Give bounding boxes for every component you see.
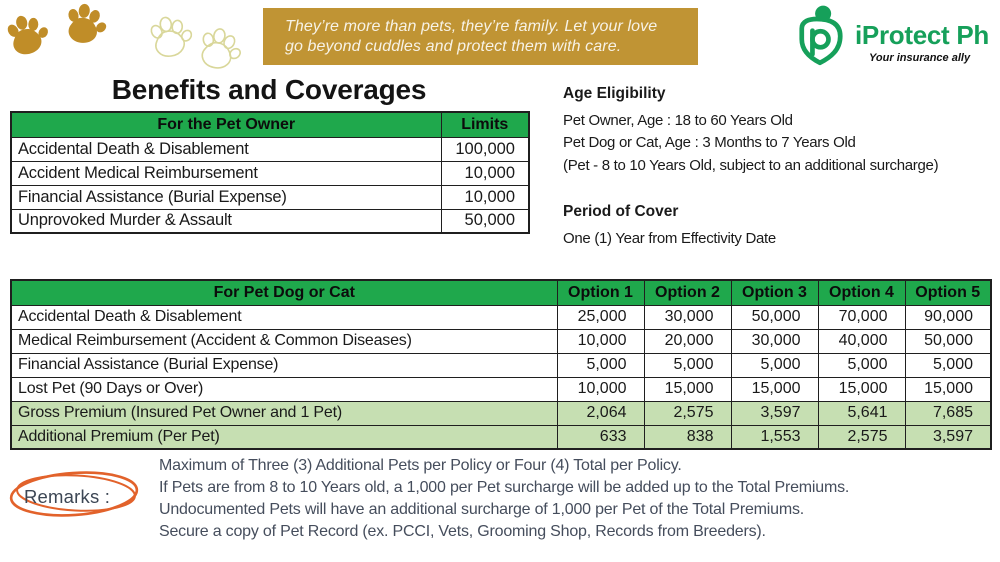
option-value: 50,000 — [905, 329, 991, 353]
option-value: 15,000 — [731, 377, 818, 401]
premium-value: 1,553 — [731, 425, 818, 449]
pet-benefits-table — [10, 279, 992, 450]
table-row — [11, 329, 991, 353]
option-2-header: Option 2 — [644, 280, 731, 305]
limits-header: Limits — [441, 112, 529, 137]
period-of-cover-line: One (1) Year from Effectivity Date — [563, 229, 776, 247]
premium-value: 7,685 — [905, 401, 991, 425]
benefit-label: Unprovoked Murder & Assault — [11, 209, 441, 233]
option-value: 30,000 — [644, 305, 731, 329]
solid-paw-icon — [63, 2, 111, 47]
period-of-cover-section — [563, 203, 993, 250]
remarks-label: Remarks : — [24, 486, 111, 507]
remark-line: Undocumented Pets will have an additional surcharge of 1,000 per Pet of the Total Premiums. — [159, 501, 804, 518]
option-value: 10,000 — [557, 329, 644, 353]
option-value: 10,000 — [557, 377, 644, 401]
option-value: 5,000 — [818, 353, 905, 377]
option-value: 90,000 — [905, 305, 991, 329]
premium-value: 633 — [557, 425, 644, 449]
option-value: 25,000 — [557, 305, 644, 329]
owner-table-header-row — [11, 112, 529, 137]
premium-value: 838 — [644, 425, 731, 449]
gross-premium-row — [11, 401, 991, 425]
premium-value: 2,064 — [557, 401, 644, 425]
table-row — [11, 185, 529, 209]
paw-prints-icon — [0, 0, 260, 78]
benefit-label: Accident Medical Reimbursement — [11, 161, 441, 185]
option-value: 15,000 — [818, 377, 905, 401]
remark-line: Secure a copy of Pet Record (ex. PCCI, Vets, Grooming Shop, Records from Breeders). — [159, 523, 766, 540]
benefit-label: Financial Assistance (Burial Expense) — [11, 185, 441, 209]
benefit-limit: 10,000 — [441, 185, 529, 209]
quote-line-2: go beyond cuddles and protect them with care. — [285, 38, 622, 55]
premium-value: 5,641 — [818, 401, 905, 425]
period-of-cover-heading: Period of Cover — [563, 202, 679, 220]
option-value: 5,000 — [557, 353, 644, 377]
solid-paw-icon — [4, 11, 54, 58]
option-value: 5,000 — [731, 353, 818, 377]
premium-value: 3,597 — [731, 401, 818, 425]
option-value: 50,000 — [731, 305, 818, 329]
remarks-section — [159, 455, 979, 543]
option-5-header: Option 5 — [905, 280, 991, 305]
eligibility-info — [563, 85, 993, 250]
option-value: 15,000 — [905, 377, 991, 401]
outline-paw-icon — [196, 26, 246, 73]
benefit-limit: 100,000 — [441, 137, 529, 161]
premium-value: 2,575 — [818, 425, 905, 449]
remark-line: Maximum of Three (3) Additional Pets per Policy or Four (4) Total per Policy. — [159, 457, 682, 474]
table-row — [11, 161, 529, 185]
quote-line-1: They’re more than pets, they’re family. Let your love — [285, 18, 658, 35]
benefit-label: Lost Pet (90 Days or Over) — [11, 377, 557, 401]
owner-benefits-table — [10, 111, 530, 234]
option-1-header: Option 1 — [557, 280, 644, 305]
age-eligibility-heading: Age Eligibility — [563, 85, 666, 102]
premium-label: Additional Premium (Per Pet) — [11, 425, 557, 449]
option-4-header: Option 4 — [818, 280, 905, 305]
pet-table-header: For Pet Dog or Cat — [11, 280, 557, 305]
age-eligibility-line: Pet Dog or Cat, Age : 3 Months to 7 Years Old — [563, 134, 856, 152]
benefit-label: Financial Assistance (Burial Expense) — [11, 353, 557, 377]
owner-table-header: For the Pet Owner — [11, 112, 441, 137]
brand-logo — [792, 4, 989, 66]
table-row — [11, 209, 529, 233]
benefit-label: Accidental Death & Disablement — [11, 305, 557, 329]
iprotect-logo-icon — [792, 4, 850, 66]
brand-name: iProtect Ph — [855, 20, 989, 50]
table-row — [11, 353, 991, 377]
outline-paw-icon — [148, 14, 196, 59]
age-eligibility-line: (Pet - 8 to 10 Years Old, subject to an additional surcharge) — [563, 156, 939, 174]
table-row — [11, 305, 991, 329]
benefit-limit: 10,000 — [441, 161, 529, 185]
option-value: 70,000 — [818, 305, 905, 329]
table-row — [11, 137, 529, 161]
benefit-limit: 50,000 — [441, 209, 529, 233]
option-value: 5,000 — [644, 353, 731, 377]
option-value: 5,000 — [905, 353, 991, 377]
premium-label: Gross Premium (Insured Pet Owner and 1 Pet) — [11, 401, 557, 425]
pet-table-header-row — [11, 280, 991, 305]
option-value: 15,000 — [644, 377, 731, 401]
remark-line: If Pets are from 8 to 10 Years old, a 1,000 per Pet surcharge will be added up to the Total Premiums. — [159, 479, 850, 496]
table-row — [11, 377, 991, 401]
page-title: Benefits and Coverages — [111, 74, 427, 105]
additional-premium-row — [11, 425, 991, 449]
brand-tagline: Your insurance ally — [869, 52, 971, 64]
quote-banner — [263, 8, 698, 65]
option-3-header: Option 3 — [731, 280, 818, 305]
premium-value: 2,575 — [644, 401, 731, 425]
option-value: 40,000 — [818, 329, 905, 353]
benefit-label: Accidental Death & Disablement — [11, 137, 441, 161]
option-value: 20,000 — [644, 329, 731, 353]
option-value: 30,000 — [731, 329, 818, 353]
benefit-label: Medical Reimbursement (Accident & Common Diseases) — [11, 329, 557, 353]
premium-value: 3,597 — [905, 425, 991, 449]
age-eligibility-line: Pet Owner, Age : 18 to 60 Years Old — [563, 112, 793, 129]
